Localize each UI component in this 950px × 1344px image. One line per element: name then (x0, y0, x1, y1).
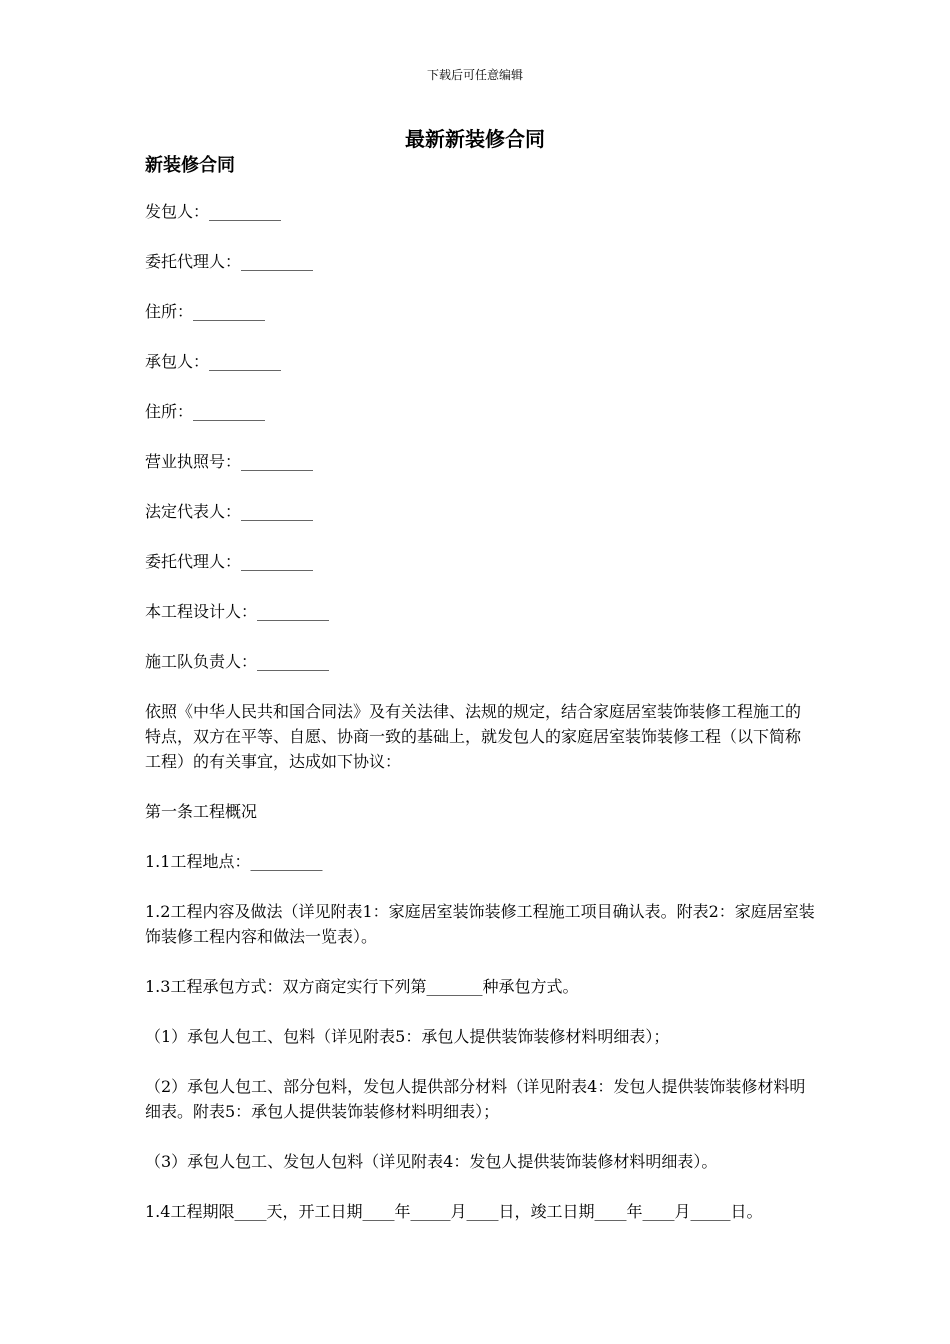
document-body (145, 199, 815, 1249)
party-contractor-agent: 委托代理人：_________ (145, 552, 314, 571)
clause-1-3: 1.3工程承包方式：双方商定实行下列第_______种承包方式。 (145, 977, 579, 996)
party-legal-representative: 法定代表人：_________ (145, 502, 314, 521)
party-contractor: 承包人：_________ (145, 352, 282, 371)
clause-1-1: 1.1工程地点：_________ (145, 852, 323, 871)
document-subtitle: 新装修合同 (145, 155, 235, 176)
document-title: 最新新装修合同 (405, 127, 545, 151)
party-team-leader: 施工队负责人：_________ (145, 652, 330, 671)
party-employer-address: 住所：_________ (145, 302, 266, 321)
clause-1-4: 1.4工程期限____天，开工日期____年_____月____日，竣工日期____年____月_____日。 (145, 1202, 763, 1221)
clause-1-3-option-2: （2）承包人包工、部分包料，发包人提供部分材料（详见附表4：发包人提供装饰装修材料明细表。附表5：承包人提供装饰装修材料明细表）； (145, 1077, 806, 1121)
party-employer-agent: 委托代理人：_________ (145, 252, 314, 271)
clause-1-3-option-3: （3）承包人包工、发包人包料（详见附表4：发包人提供装饰装修材料明细表）。 (145, 1152, 718, 1171)
party-business-license: 营业执照号：_________ (145, 452, 314, 471)
preamble-paragraph: 依照《中华人民共和国合同法》及有关法律、法规的规定，结合家庭居室装饰装修工程施工的特点，双方在平等、自愿、协商一致的基础上，就发包人的家庭居室装饰装修工程（以下简称工程）的有关事宜，达成如下协议： (145, 702, 802, 771)
party-designer: 本工程设计人：_________ (145, 602, 330, 621)
clause-1-2: 1.2工程内容及做法（详见附表1：家庭居室装饰装修工程施工项目确认表。附表2：家庭居室装饰装修工程内容和做法一览表）。 (145, 902, 815, 946)
party-employer: 发包人：_________ (145, 202, 282, 221)
party-contractor-address: 住所：_________ (145, 402, 266, 421)
header-note: 下载后可任意编辑 (426, 68, 523, 82)
article-1-heading: 第一条工程概况 (145, 802, 258, 821)
clause-1-3-option-1: （1）承包人包工、包料（详见附表5：承包人提供装饰装修材料明细表）； (145, 1027, 670, 1046)
